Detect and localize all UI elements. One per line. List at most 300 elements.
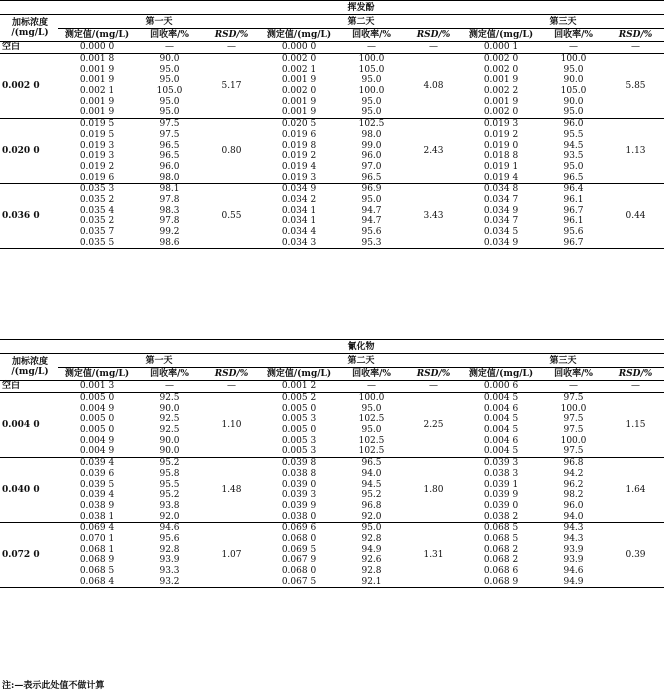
recovery-value: 94.7 — [361, 216, 382, 227]
col-recovery-header: 回收率/% — [136, 29, 203, 42]
concentration-cell: 0.020 0 — [0, 118, 58, 183]
recovery-value: 96.5 — [540, 172, 607, 183]
rsd-value: 0.44 — [607, 183, 664, 248]
concentration-unit: /(mg/L) — [11, 367, 49, 377]
data-row — [0, 118, 664, 129]
measured-value: 0.069 4 — [79, 523, 115, 534]
measured-value: 0.005 0 — [79, 425, 115, 436]
measured-value: 0.035 3 — [79, 184, 115, 195]
measured-value: 0.039 9 — [281, 500, 317, 511]
recovery-value: — — [338, 42, 405, 54]
measured-value: 0.005 3 — [260, 446, 338, 457]
recovery-value: 96.8 — [361, 500, 382, 511]
recovery-value: 94.0 — [361, 468, 382, 479]
measured-value: 0.034 9 — [281, 184, 317, 195]
measured-value: 0.034 4 — [281, 227, 317, 238]
measured-value: 0.039 6 — [79, 468, 115, 479]
recovery-value: 94.7 — [361, 205, 382, 216]
recovery-value: 100.0 — [560, 403, 587, 414]
recovery-value: — — [540, 381, 607, 393]
concentration-header — [0, 15, 58, 42]
concentration-header — [0, 354, 58, 381]
rsd-value: 5.17 — [203, 53, 260, 118]
data-row — [0, 522, 664, 533]
recovery-value: 95.0 — [159, 96, 180, 107]
recovery-value: 95.0 — [563, 64, 584, 75]
rsd-value: — — [607, 381, 664, 393]
measured-value: 0.039 4 — [79, 458, 115, 469]
measured-value: 0.068 5 — [79, 566, 115, 577]
measured-value: 0.000 0 — [260, 42, 338, 54]
measured-value: 0.005 0 — [281, 403, 317, 414]
measured-value: 0.004 5 — [483, 393, 519, 404]
measured-value: 0.019 3 — [79, 151, 115, 162]
measured-value: 0.001 2 — [260, 381, 338, 393]
col-measured-header: 测定值/(mg/L) — [462, 368, 540, 381]
recovery-value: 93.9 — [563, 544, 584, 555]
measured-value: 0.034 9 — [462, 237, 540, 248]
recovery-value: 92.5 — [159, 425, 180, 436]
recovery-value: 96.9 — [361, 184, 382, 195]
measured-value: 0.001 9 — [483, 96, 519, 107]
measured-value: 0.039 0 — [483, 500, 519, 511]
measured-value: 0.002 1 — [281, 64, 317, 75]
rsd-value: — — [405, 42, 462, 54]
measured-value: 0.002 0 — [462, 107, 540, 118]
data-row — [0, 216, 664, 227]
data-row — [0, 381, 664, 393]
rsd-value: 1.64 — [607, 457, 664, 522]
measured-value: 0.000 0 — [58, 42, 136, 54]
col-rsd-header: RSD/% — [405, 368, 462, 381]
recovery-value: 95.2 — [159, 490, 180, 501]
rsd-value: 2.25 — [405, 392, 462, 457]
measured-value: 0.001 9 — [79, 75, 115, 86]
recovery-value: 92.8 — [159, 544, 180, 555]
measured-value: 0.034 1 — [281, 205, 317, 216]
recovery-value: — — [540, 42, 607, 54]
measured-value: 0.068 0 — [281, 533, 317, 544]
recovery-value: 96.5 — [159, 151, 180, 162]
recovery-value: 97.5 — [563, 425, 584, 436]
recovery-value: 94.0 — [540, 511, 607, 522]
recovery-value: 92.5 — [159, 393, 180, 404]
recovery-value: 95.2 — [361, 490, 382, 501]
measured-value: 0.019 1 — [483, 161, 519, 172]
measured-value: 0.039 1 — [483, 479, 519, 490]
concentration-cell: 空白 — [0, 381, 58, 393]
rsd-value: — — [405, 381, 462, 393]
measured-value: 0.068 6 — [483, 566, 519, 577]
col-recovery-header: 回收率/% — [540, 368, 607, 381]
recovery-value: 102.5 — [338, 446, 405, 457]
measured-value: 0.019 2 — [483, 129, 519, 140]
data-row — [0, 576, 664, 587]
recovery-value: 105.0 — [560, 86, 587, 97]
measured-value: 0.039 9 — [483, 490, 519, 501]
measured-value: 0.002 0 — [281, 86, 317, 97]
data-row — [0, 566, 664, 577]
col-recovery-header: 回收率/% — [338, 29, 405, 42]
measured-value: 0.004 9 — [79, 403, 115, 414]
recovery-value: 105.0 — [156, 86, 183, 97]
measured-value: 0.034 1 — [281, 216, 317, 227]
recovery-value: 90.0 — [159, 435, 180, 446]
rsd-value: 0.80 — [203, 118, 260, 183]
recovery-value: 90.0 — [563, 75, 584, 86]
measured-value: 0.005 0 — [281, 425, 317, 436]
measured-value: 0.068 9 — [462, 576, 540, 587]
recovery-value: 97.5 — [159, 129, 180, 140]
col-measured-header: 测定值/(mg/L) — [462, 29, 540, 42]
measured-value: 0.001 9 — [281, 75, 317, 86]
recovery-value: 97.8 — [159, 216, 180, 227]
table-footnote: 注:—表示此处值不做计算 — [2, 681, 105, 691]
recovery-value: 92.5 — [159, 414, 180, 425]
concentration-cell: 0.040 0 — [0, 457, 58, 522]
recovery-value: 95.0 — [338, 107, 405, 118]
recovery-value: 95.8 — [159, 468, 180, 479]
recovery-value: 92.8 — [361, 533, 382, 544]
recovery-value: — — [136, 381, 203, 393]
recovery-value: 97.0 — [361, 161, 382, 172]
measured-value: 0.039 0 — [281, 479, 317, 490]
data-row — [0, 403, 664, 414]
recovery-value: 95.0 — [563, 161, 584, 172]
column-header-row — [0, 368, 664, 381]
measured-value: 0.000 6 — [462, 381, 540, 393]
col-rsd-header: RSD/% — [203, 29, 260, 42]
col-recovery-header: 回收率/% — [136, 368, 203, 381]
recovery-value: 92.1 — [338, 576, 405, 587]
day-header: 第一天 — [58, 354, 260, 368]
recovery-value: 100.0 — [560, 54, 587, 65]
recovery-value: 96.1 — [563, 216, 584, 227]
measured-value: 0.019 6 — [58, 172, 136, 183]
data-row — [0, 425, 664, 436]
rsd-value: 1.07 — [203, 522, 260, 587]
recovery-value: 96.0 — [361, 151, 382, 162]
day-header: 第二天 — [260, 354, 462, 368]
measured-value: 0.039 4 — [79, 490, 115, 501]
data-row — [0, 555, 664, 566]
measured-value: 0.067 9 — [281, 555, 317, 566]
col-recovery-header: 回收率/% — [540, 29, 607, 42]
recovery-value: 96.0 — [563, 119, 584, 130]
measured-value: 0.068 4 — [58, 576, 136, 587]
measured-value: 0.039 3 — [281, 490, 317, 501]
recovery-value: 94.2 — [563, 468, 584, 479]
recovery-value: 96.1 — [563, 194, 584, 205]
measured-value: 0.038 9 — [79, 500, 115, 511]
measured-value: 0.068 5 — [483, 533, 519, 544]
measured-value: 0.034 3 — [260, 237, 338, 248]
col-recovery-header: 回收率/% — [338, 368, 405, 381]
recovery-value: 95.0 — [159, 64, 180, 75]
measured-value: 0.001 9 — [281, 96, 317, 107]
recovery-value: 98.0 — [136, 172, 203, 183]
rsd-value: 1.31 — [405, 522, 462, 587]
measured-value: 0.069 5 — [281, 544, 317, 555]
recovery-value: 92.0 — [338, 511, 405, 522]
recovery-value: 95.6 — [361, 227, 382, 238]
recovery-value: 94.6 — [159, 523, 180, 534]
recovery-value: 94.9 — [540, 576, 607, 587]
data-row — [0, 64, 664, 75]
rsd-value: 3.43 — [405, 183, 462, 248]
concentration-unit: /(mg/L) — [11, 28, 49, 38]
recovery-value: 95.0 — [361, 75, 382, 86]
recovery-value: 95.5 — [563, 129, 584, 140]
measured-value: 0.039 5 — [79, 479, 115, 490]
recovery-value: 94.9 — [361, 544, 382, 555]
measured-value: 0.000 1 — [462, 42, 540, 54]
data-row — [0, 140, 664, 151]
recovery-value: 99.0 — [361, 140, 382, 151]
recovery-value: 95.0 — [136, 107, 203, 118]
data-row — [0, 544, 664, 555]
measured-value: 0.004 5 — [462, 446, 540, 457]
data-row — [0, 205, 664, 216]
recovery-value: 98.1 — [159, 184, 180, 195]
measured-value: 0.034 8 — [483, 184, 519, 195]
recovery-value: 93.9 — [159, 555, 180, 566]
measured-value: 0.018 8 — [483, 151, 519, 162]
recovery-value: 93.5 — [563, 151, 584, 162]
recovery-value: 96.0 — [159, 161, 180, 172]
data-row — [0, 183, 664, 194]
col-measured-header: 测定值/(mg/L) — [260, 368, 338, 381]
measured-value: 0.068 2 — [483, 555, 519, 566]
recovery-value: — — [136, 42, 203, 54]
concentration-cell: 0.004 0 — [0, 392, 58, 457]
col-rsd-header: RSD/% — [607, 29, 664, 42]
data-row — [0, 172, 664, 183]
rsd-value: 4.08 — [405, 53, 462, 118]
concentration-cell: 0.036 0 — [0, 183, 58, 248]
rsd-value: 1.10 — [203, 392, 260, 457]
rsd-value: 2.43 — [405, 118, 462, 183]
data-row — [0, 501, 664, 512]
data-row — [0, 435, 664, 446]
measured-value: 0.035 2 — [79, 194, 115, 205]
data-row — [0, 53, 664, 64]
measured-value: 0.039 3 — [483, 458, 519, 469]
data-row — [0, 446, 664, 457]
day-header: 第三天 — [462, 354, 664, 368]
concentration-cell: 0.002 0 — [0, 53, 58, 118]
data-row — [0, 162, 664, 173]
recovery-value: 96.5 — [159, 140, 180, 151]
section-title: 氰化物 — [58, 340, 664, 354]
measured-value: 0.004 5 — [483, 414, 519, 425]
measured-value: 0.035 7 — [79, 227, 115, 238]
recovery-value: 96.2 — [563, 479, 584, 490]
col-rsd-header: RSD/% — [607, 368, 664, 381]
recovery-value: 90.0 — [563, 96, 584, 107]
measured-value: 0.068 9 — [79, 555, 115, 566]
recovery-value: 95.0 — [361, 194, 382, 205]
col-rsd-header: RSD/% — [405, 29, 462, 42]
data-row — [0, 457, 664, 468]
measured-value: 0.004 9 — [58, 446, 136, 457]
recovery-value: 93.3 — [159, 566, 180, 577]
recovery-value: 94.5 — [563, 140, 584, 151]
rsd-value: 1.13 — [607, 118, 664, 183]
recovery-value: 100.0 — [358, 393, 385, 404]
measured-value: 0.035 4 — [79, 205, 115, 216]
measured-value: 0.038 0 — [260, 511, 338, 522]
measured-value: 0.002 2 — [483, 86, 519, 97]
rsd-value: 0.39 — [607, 522, 664, 587]
data-row — [0, 42, 664, 54]
recovery-value: 95.0 — [540, 107, 607, 118]
day-header: 第三天 — [462, 15, 664, 29]
column-header-row — [0, 29, 664, 42]
section-title-row — [0, 340, 664, 354]
rsd-value: — — [203, 42, 260, 54]
data-row — [0, 130, 664, 141]
recovery-value: 96.5 — [338, 172, 405, 183]
measured-value: 0.019 3 — [260, 172, 338, 183]
measured-value: 0.001 9 — [58, 107, 136, 118]
measured-value: 0.019 2 — [281, 151, 317, 162]
concentration-cell: 0.072 0 — [0, 522, 58, 587]
measured-value: 0.001 9 — [79, 96, 115, 107]
recovery-value: 100.0 — [358, 54, 385, 65]
rsd-value: 5.85 — [607, 53, 664, 118]
recovery-value: 95.0 — [361, 425, 382, 436]
recovery-value: 97.5 — [563, 393, 584, 404]
recovery-value: 95.6 — [563, 227, 584, 238]
recovery-value: 98.2 — [563, 490, 584, 501]
measured-value: 0.004 9 — [79, 435, 115, 446]
data-row — [0, 490, 664, 501]
recovery-value: 96.7 — [563, 205, 584, 216]
measured-value: 0.034 2 — [281, 194, 317, 205]
rsd-value: 0.55 — [203, 183, 260, 248]
recovery-value: 92.8 — [361, 566, 382, 577]
measured-value: 0.001 8 — [79, 54, 115, 65]
measured-value: 0.001 3 — [58, 381, 136, 393]
measured-value: 0.004 6 — [483, 403, 519, 414]
measured-value: 0.068 5 — [483, 523, 519, 534]
recovery-value: 90.0 — [159, 403, 180, 414]
recovery-value: 96.8 — [563, 458, 584, 469]
measured-value: 0.019 6 — [281, 129, 317, 140]
rsd-value: 1.48 — [203, 457, 260, 522]
recovery-value: 97.8 — [159, 194, 180, 205]
recovery-value: — — [338, 381, 405, 393]
measured-value: 0.001 9 — [260, 107, 338, 118]
day-header: 第一天 — [58, 15, 260, 29]
data-row — [0, 96, 664, 107]
recovery-value: 102.5 — [358, 435, 385, 446]
measured-value: 0.069 6 — [281, 523, 317, 534]
measured-value: 0.019 5 — [79, 129, 115, 140]
measured-value: 0.019 3 — [483, 119, 519, 130]
recovery-value: 95.0 — [361, 523, 382, 534]
recovery-value: 95.0 — [159, 75, 180, 86]
recovery-value: 98.6 — [136, 237, 203, 248]
recovery-value: 100.0 — [560, 435, 587, 446]
measured-value: 0.005 0 — [79, 414, 115, 425]
data-row — [0, 414, 664, 425]
recovery-value: 100.0 — [358, 86, 385, 97]
rsd-value: — — [203, 381, 260, 393]
data-row — [0, 469, 664, 480]
recovery-value: 95.5 — [159, 479, 180, 490]
data-row — [0, 195, 664, 206]
measured-value: 0.019 3 — [79, 140, 115, 151]
measured-value: 0.019 4 — [281, 161, 317, 172]
measured-value: 0.038 8 — [281, 468, 317, 479]
volatile-phenol-table — [0, 0, 664, 249]
measured-value: 0.019 8 — [281, 140, 317, 151]
rsd-value: 1.15 — [607, 392, 664, 457]
recovery-value: 99.2 — [159, 227, 180, 238]
measured-value: 0.034 7 — [483, 216, 519, 227]
measured-value: 0.005 0 — [79, 393, 115, 404]
col-measured-header: 测定值/(mg/L) — [260, 29, 338, 42]
recovery-value: 98.0 — [361, 129, 382, 140]
data-row — [0, 86, 664, 97]
measured-value: 0.004 6 — [483, 435, 519, 446]
recovery-value: 90.0 — [136, 446, 203, 457]
section-title: 挥发酚 — [58, 1, 664, 15]
data-row — [0, 151, 664, 162]
data-row — [0, 227, 664, 238]
recovery-value: 95.3 — [338, 237, 405, 248]
recovery-value: 97.5 — [159, 119, 180, 130]
recovery-value: 97.5 — [540, 446, 607, 457]
recovery-value: 92.0 — [136, 511, 203, 522]
recovery-value: 93.2 — [136, 576, 203, 587]
measured-value: 0.039 8 — [281, 458, 317, 469]
cyanide-table — [0, 339, 664, 588]
recovery-value: 90.0 — [159, 54, 180, 65]
measured-value: 0.070 1 — [79, 533, 115, 544]
measured-value: 0.005 3 — [281, 414, 317, 425]
measured-value: 0.002 1 — [79, 86, 115, 97]
measured-value: 0.002 0 — [483, 64, 519, 75]
measured-value: 0.038 3 — [483, 468, 519, 479]
recovery-value: 94.6 — [563, 566, 584, 577]
concentration-label: 加标浓度 — [11, 357, 48, 367]
recovery-value: 94.3 — [563, 533, 584, 544]
measured-value: 0.035 2 — [79, 216, 115, 227]
recovery-value: 94.5 — [361, 479, 382, 490]
measured-value: 0.019 4 — [462, 172, 540, 183]
recovery-value: 96.7 — [540, 237, 607, 248]
data-row — [0, 237, 664, 248]
recovery-value: 93.9 — [563, 555, 584, 566]
recovery-value: 93.8 — [159, 500, 180, 511]
recovery-value: 97.5 — [563, 414, 584, 425]
recovery-value: 95.0 — [361, 96, 382, 107]
measured-value: 0.005 2 — [281, 393, 317, 404]
day-header: 第二天 — [260, 15, 462, 29]
measured-value: 0.034 5 — [483, 227, 519, 238]
recovery-value: 102.5 — [358, 119, 385, 130]
data-row — [0, 107, 664, 118]
recovery-value: 94.3 — [563, 523, 584, 534]
measured-value: 0.038 2 — [462, 511, 540, 522]
day-row — [0, 15, 664, 29]
measured-value: 0.001 9 — [79, 64, 115, 75]
measured-value: 0.020 5 — [281, 119, 317, 130]
concentration-cell: 空白 — [0, 42, 58, 54]
